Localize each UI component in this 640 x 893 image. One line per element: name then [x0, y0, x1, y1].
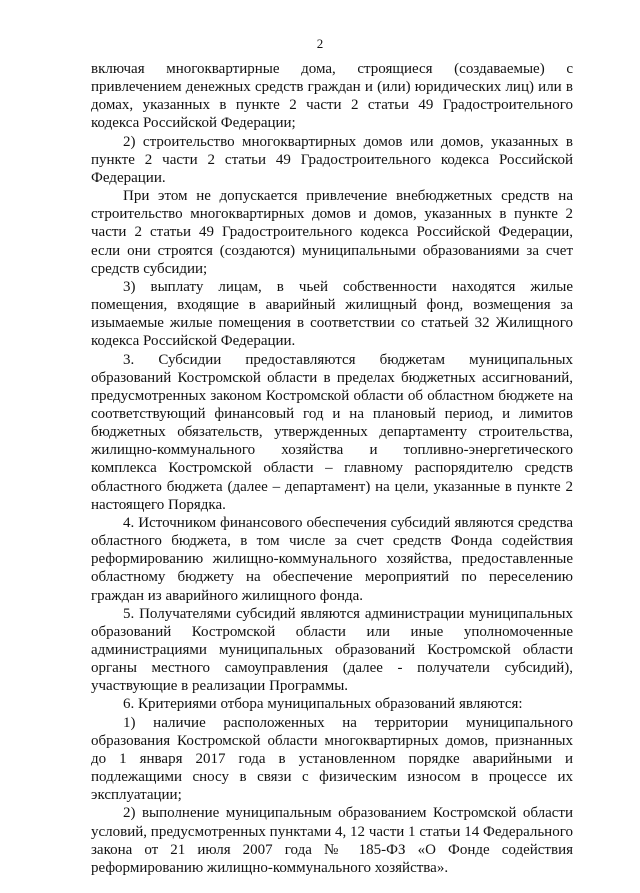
paragraph-restriction: При этом не допускается привлечение внебюджетных средств на строительство многоквартирных домов и домов, указанных в пункте 2 части 2 статьи 49 Градостроительного кодекса Российской Федерации, если они строятся (создаются) муниципальными образованиями за счет средств субсидии; — [91, 188, 573, 277]
paragraph-clause-5: 5. Получателями субсидий являются администрации муниципальных образований Костромской области или иные уполномоченные администрациями муниципальных образований Костромской области органы местного самоуправления (далее - получатели субсидий), участвующие в реализации Программы. — [91, 605, 573, 695]
paragraph-clause-3: 3. Субсидии предоставляются бюджетам муниципальных образований Костромской области в пределах бюджетных ассигнований, предусмотренных законом Костромской области об областном бюджете на соответствующий финансовый год и на плановый период, и лимитов бюджетных обязательств, утвержденных департаменту строительства, жилищно-коммунального хозяйства и топливно-энергетического комплекса Костромской области – главному распорядителю средств областного бюджета (далее – департамент) на цели, указанные в пункте 2 настоящего Порядка. — [91, 351, 573, 513]
paragraph-clause-4: 4. Источником финансового обеспечения субсидий являются средства областного бюджета, в том числе за счет средств Фонда содействия реформированию жилищно-коммунального хозяйства, предоставленные областному бюджету на обеспечение мероприятий по переселению граждан из аварийного жилищного фонда. — [91, 514, 573, 604]
paragraph-item-3: 3) выплату лицам, в чьей собственности находятся жилые помещения, входящие в аварийный жилищный фонд, возмещения за изымаемые жилые помещения в соответствии со статьей 32 Жилищного кодекса Российской Федерации. — [91, 278, 573, 350]
document-body — [91, 60, 573, 877]
page-number: 2 — [316, 36, 324, 51]
paragraph-clause-6: 6. Критериями отбора муниципальных образований являются: — [123, 696, 523, 713]
paragraph-item-2: 2) строительство многоквартирных домов или домов, указанных в пункте 2 части 2 статьи 49 Градостроительного кодекса Российской Федерации. — [91, 133, 573, 186]
paragraph-continuation: включая многоквартирные дома, строящиеся (создаваемые) с привлечением денежных средств граждан и (или) юридических лиц) или в домах, указанных в пункте 2 части 2 статьи 49 Градостроительного кодекса Российской Федерации; — [91, 61, 573, 132]
paragraph-criterion-2: 2) выполнение муниципальным образованием Костромской области условий, предусмотренных пунктами 4, 12 части 1 статьи 14 Федерального закона от 21 июля 2007 года № 185-ФЗ «О Фонде содействия реформированию жилищно-коммунального хозяйства». — [91, 805, 573, 876]
paragraph-criterion-1: 1) наличие расположенных на территории муниципального образования Костромской области многоквартирных домов, признанных до 1 января 2017 года в установленном порядке аварийными и подлежащими сносу в связи с физическим износом в процессе их эксплуатации; — [91, 714, 573, 804]
